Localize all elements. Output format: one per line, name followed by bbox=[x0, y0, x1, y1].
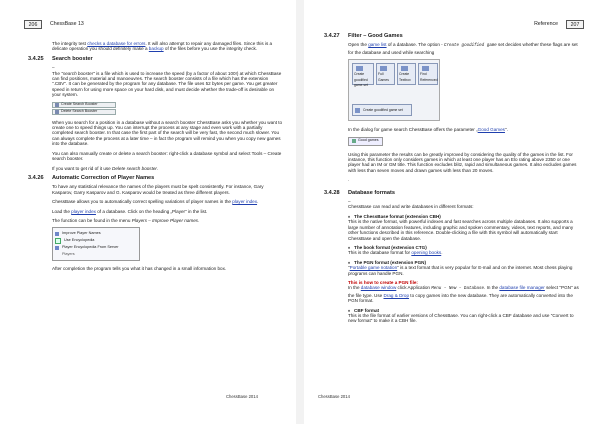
left-footer: ChessBase 2014 bbox=[226, 394, 258, 399]
delete-icon bbox=[55, 110, 59, 114]
goodified-icon bbox=[355, 108, 360, 113]
good-games-paragraph-1: Open the game list of a database. The option - Create goodified game set decides whether these flags are set for the database and used while searching bbox=[348, 42, 578, 55]
pgn-howto-heading: This is how to create a PGN file: bbox=[348, 279, 418, 285]
player-names-paragraph-1: To have any statistical relevance the names of the players must be spelt consistently. For instance, Gary Kasparov, Garry Kasparov and G. Kasparov would be treated as three different players. bbox=[52, 184, 264, 195]
good-games-checkbox[interactable]: Good games bbox=[348, 137, 383, 146]
player-index-link-2[interactable]: player index bbox=[71, 208, 96, 214]
menu-item-player-encyclopedia-server[interactable]: Player Encyclopedia From Server bbox=[55, 244, 137, 251]
textbox-icon bbox=[401, 66, 408, 71]
create-goodified-tile[interactable]: Create goodified game set bbox=[352, 63, 374, 85]
improve-names-icon bbox=[55, 232, 59, 236]
player-names-paragraph-5: After completion the program tells you what it has changed in a small information box. bbox=[52, 266, 227, 272]
integrity-link[interactable]: checks a database for errors bbox=[87, 41, 146, 46]
good-games-paragraph-2: In the dialog for game search ChessBase offers the parameter „Good Games". bbox=[348, 127, 508, 133]
left-header bbox=[24, 20, 286, 29]
find-referenced-tile[interactable]: Find Referenced bbox=[418, 63, 438, 85]
checkbox-icon bbox=[55, 238, 61, 244]
player-names-paragraph-2: ChessBase allows you to automatically correct spelling variations of player names in the player index. bbox=[52, 199, 259, 205]
header-title: Reference bbox=[534, 21, 558, 27]
section-heading-database-formats: 3.4.28 Database formats bbox=[324, 189, 395, 196]
cbf-heading: ♦ CBF format bbox=[348, 308, 582, 313]
right-footer: ChessBase 2014 bbox=[318, 394, 350, 399]
section-heading-player-names: 3.4.26 Automatic Correction of Player Names bbox=[28, 174, 155, 181]
menu-group-label: Players bbox=[62, 252, 75, 257]
cbh-paragraph: This is the native format, with powerful indexes and fast searches across multiple databases. It also supports a large number of annotation features, including graphic and spoken commentary, videos, text reports, and many other functions described in this reference. Double-clicking a file with this symbol will automatically start ChessBase and open the database. bbox=[348, 219, 574, 241]
ctg-paragraph: This is the database format for opening books. bbox=[348, 250, 443, 256]
left-body bbox=[28, 41, 284, 276]
section-dash: – bbox=[52, 65, 55, 71]
encyclopedia-icon bbox=[55, 246, 59, 250]
delete-search-booster-button[interactable]: Delete Search Booster bbox=[52, 109, 116, 115]
right-page bbox=[304, 0, 600, 424]
good-games-ribbon-screenshot bbox=[348, 59, 440, 121]
search-booster-menu-screenshot bbox=[52, 102, 116, 115]
page-number: 206 bbox=[24, 20, 42, 29]
pgn-heading: ♦ The PGN format (extension PGN) bbox=[348, 260, 582, 265]
section-dash: – bbox=[348, 199, 351, 205]
find-icon bbox=[422, 66, 429, 71]
booster-icon bbox=[55, 103, 59, 107]
menu-item-use-encyclopedia[interactable]: Use Encyclopedia bbox=[55, 237, 137, 244]
database-window-link[interactable]: database window bbox=[360, 285, 397, 291]
pgn-link[interactable]: Portable game notation bbox=[349, 265, 398, 271]
player-index-link[interactable]: player index bbox=[232, 199, 258, 205]
backup-link[interactable]: backup bbox=[148, 46, 164, 52]
pgn-paragraph-2: In the database window click Application Menu – New – Database. In the database file manager select "PGN" as the file type. Use Drag & Drop to copy games into the new database. They are automatically converted into the PGN format. bbox=[348, 285, 579, 304]
good-games-dot: . bbox=[348, 177, 350, 183]
search-booster-paragraph-3: You can also manually create or delete a search booster: right-click a database symbol and select Tools – Create search booster. bbox=[52, 150, 282, 162]
good-games-link[interactable]: Good Games bbox=[477, 127, 505, 133]
formats-intro: ChessBase can read and write databases in different formats: bbox=[348, 204, 474, 210]
create-textbox-tile[interactable]: Create Textbox bbox=[397, 63, 416, 85]
page-number: 207 bbox=[566, 20, 584, 29]
drag-drop-link[interactable]: Drag & Drop bbox=[383, 292, 410, 298]
good-games-paragraph-3: Using this parameter the results can be greatly improved by considering the quality of the games in the list. For instance, this function only considers games in which at least one player has an Elo rating above 2350 or one player had an IM or GM title. This function excludes blitz, rapid and simultaneous games. It also excludes games with less than seven moves and drawn games with less than 20 moves. bbox=[348, 151, 577, 173]
section-heading-good-games: 3.4.27 Filter – Good Games bbox=[324, 33, 403, 39]
menu-item-improve-player-names[interactable]: Improve Player Names bbox=[55, 230, 137, 237]
full-games-icon bbox=[380, 66, 387, 71]
player-names-paragraph-3: Load the player index of a database. Click on the heading „Player" in the list. bbox=[52, 208, 208, 214]
search-booster-paragraph-2: When you search for a position in a database without a search booster ChessBase asks you whether you want to create one to speed things up. You can interrupt the process at any stage and even work with a partially completed search booster. In that case the first part of the search will be very fast, the second much slower. You can always complete the process at a later time – in fact the program will remind you when you copy new games into the database. bbox=[52, 119, 283, 147]
create-search-booster-button[interactable]: Create Search Booster bbox=[52, 102, 116, 108]
player-names-paragraph-4: The function can be found in the menu Players – Improve Player names. bbox=[52, 217, 200, 223]
section-heading-search-booster: 3.4.25 Search booster bbox=[28, 55, 93, 62]
right-body bbox=[324, 33, 582, 328]
cbh-heading: ♦ The ChessBase format (extension CBH) bbox=[348, 214, 582, 219]
intro-paragraph: The integrity test checks a database for errors. It will also attempt to repair any damaged files. Since this is a delicate operation you should definitely make a backup of the files before you use the integrity check. bbox=[52, 41, 273, 52]
page-gutter bbox=[296, 0, 304, 424]
checkbox-icon bbox=[352, 139, 356, 143]
right-header bbox=[318, 20, 584, 29]
database-file-manager-link[interactable]: database file manager bbox=[499, 285, 545, 291]
opening-books-link[interactable]: opening books bbox=[411, 250, 442, 256]
ctg-heading: ♦ The book format (extension CTG) bbox=[348, 245, 582, 250]
full-games-tile[interactable]: Full Games bbox=[376, 63, 395, 85]
game-list-link[interactable]: game list bbox=[368, 42, 387, 48]
left-page bbox=[0, 0, 296, 424]
header-title: ChessBase 13 bbox=[50, 21, 84, 27]
search-booster-paragraph-4: If you want to get rid of it use Delete search booster. bbox=[52, 165, 159, 171]
good-games-chip-screenshot bbox=[348, 137, 582, 146]
players-menu-screenshot bbox=[52, 227, 140, 261]
pgn-paragraph-1: "Portable game notation" is a text format that is very popular for E-mail and on the internet. Most chess playing programs can handle PGN. bbox=[348, 265, 573, 276]
goodified-icon bbox=[356, 66, 363, 71]
search-booster-paragraph-1: The "search booster" is a file which is used to increase the speed (by a factor of about 100!) at which ChessBase can find positions, material and manoeuvres. The search booster consists of a file which has the extension ".CBV". It can be generated by the program for any database. The file uses 52 bytes per game. You get greater speed in return for using more space on your hard disk, and must decide whether the trade-off is desirable on your system. bbox=[52, 70, 282, 98]
cbf-paragraph: This is the file format of earlier versions of ChessBase. You can right-click a CBF database and use "Convert to new format" to make it a CBH file. bbox=[348, 312, 574, 324]
create-goodified-button[interactable]: Create goodified game set bbox=[352, 104, 412, 116]
